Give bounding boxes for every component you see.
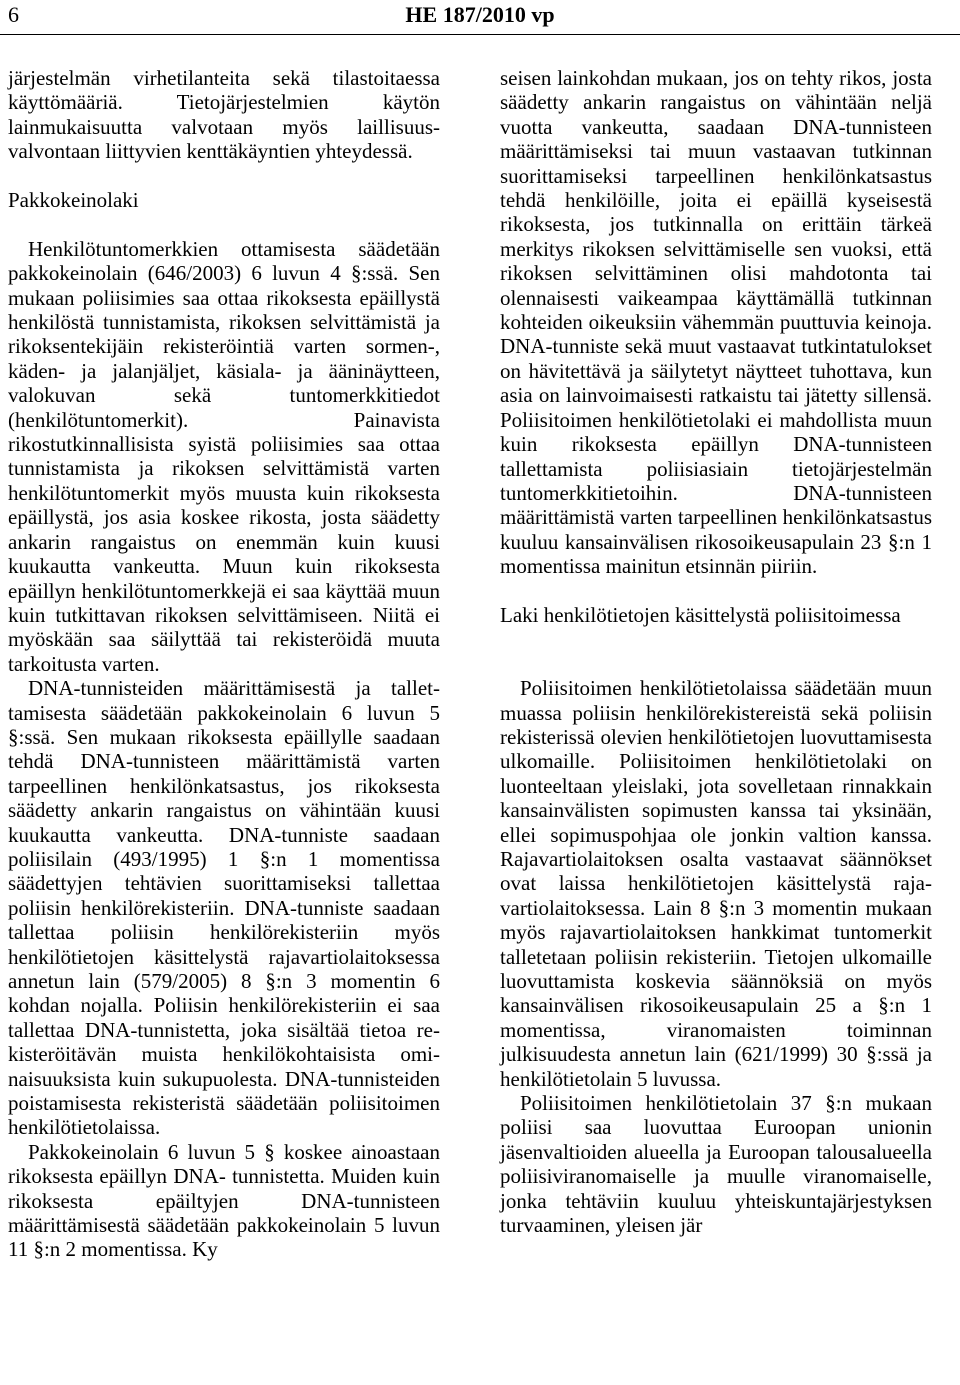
paragraph: DNA-tunnisteiden määrittämisestä ja tallettamisesta säädetään pakkokeinolain 6 luvun 5 §:ssä. Sen mukaan rikoksesta epäillylle saadaan tehdä DNA-tunnisteen määrittämistä varten tarpeellinen henkilönkatsastus, jos rikoksesta säädetty ankarin rangaistus on vähintään kuusi kuukautta vankeutta. DNA-tunniste saadaan poliisilain (493/1995) 1 §:n 1 momentissa säädettyjen tehtävien suorittamiseksi tallettaa poliisin henkilörekisteriin. DNA-tunniste saadaan tallettaa poliisin henkilörekisteriin myös henkilötietojen käsittelystä rajavartiolaitoksessa annetun lain (579/2005) 8 §:n 3 momentin 6 kohdan nojalla. Poliisin henkilörekisteriin ei saa tallettaa DNA-tunnistetta, joka sisältää tietoa rekisteröitävän muista henkilökohtaisista ominaisuuksista kuin sukupuolesta. DNA-tunnisteiden poistamisesta rekisteristä säädetään poliisitoimen henkilötietolaissa. bbox=[8, 676, 440, 1140]
left-column bbox=[8, 66, 440, 1262]
section-heading: Laki henkilötietojen käsittelystä poliisitoimessa bbox=[500, 602, 901, 627]
section-heading: Pakkokeinolaki bbox=[8, 188, 139, 213]
paragraph: Pakkokeinolain 6 luvun 5 § koskee ainoastaan rikoksesta epäillyn DNA- tunnistetta. Muiden kuin rikoksesta epäiltyjen DNA-tunnisteen määrittämisestä säädetään pakkokeinolain 5 luvun 11 §:n 2 momentissa. Ky bbox=[8, 1139, 440, 1262]
paragraph: järjestelmän virhetilanteita sekä tilastoitaessa käyttömääriä. Tietojärjestelmien käytön lainmukaisuutta valvotaan myös laillisuusvalvontaan liittyvien kenttäkäyntien yhteydessä. bbox=[8, 66, 440, 164]
page-number: 6 bbox=[8, 2, 19, 27]
paragraph: Poliisitoimen henkilötietolain 37 §:n mukaan poliisi saa luovuttaa Euroopan unionin jäsenvaltioiden alueella ja Euroopan talousalueella poliisiviranomaiselle ja muulle viranomaiselle, jonka tehtäviin kuuluu yhteiskuntajärjestyksen turvaaminen, yleisen jär bbox=[500, 1091, 932, 1238]
header-divider bbox=[0, 34, 960, 35]
right-column bbox=[500, 66, 932, 1237]
paragraph: Poliisitoimen henkilötietolaissa säädetään muun muassa poliisin henkilörekistereistä sekä poliisin rekisterissä olevien henkilötietojen luovuttamisesta ulkomaille. Poliisitoimen henkilötietolaki on luonteeltaan yleislaki, jota sovelletaan rinnakkain kansainvälisten sopimusten kanssa tai yksinään, ellei sopimuspohjaa ole jonkin valtion kanssa. Rajavartiolaitoksen osalta vastaavat säännökset ovat laissa henkilötietojen käsittelystä rajavartiolaitoksessa. Lain 8 §:n 3 momentin mukaan myös rajavartiolaitoksen hankkimat tuntomerkit talletetaan poliisin rekisteriin. Tietojen ulkomaille luovuttamista koskevia säännöksiä on myös kansainvälisen rikosoikeusapulain 25 a §:n 1 momentissa, viranomaisten toiminnan julkisuudesta annetun lain (621/1999) 30 §:ssä ja henkilötietolain 5 luvussa. bbox=[500, 676, 932, 1091]
document-title: HE 187/2010 vp bbox=[405, 2, 555, 27]
paragraph: seisen lainkohdan mukaan, jos on tehty rikos, josta säädetty ankarin rangaistus on vähintään neljä vuotta vankeutta, saadaan DNA-tunnisteen määrittämiseksi tai muun vastaavan tutkinnan suorittamiseksi tarpeellinen henkilönkatsastus tehdä henkilöille, joita ei epäillä kyseisestä rikoksesta, jos tutkinnalla on erittäin tärkeä merkitys rikoksen selvittämiselle sen vuoksi, että rikoksen selvittäminen olisi mahdotonta tai olennaisesti vaikeampaa käyttämällä tutkinnan kohteiden oikeuksiin vähemmän puuttuvia keinoja. DNA-tunniste sekä muut vastaavat tutkintatulokset on hävitettävä ja säilytetyt näytteet tuhottava, kun asia on lainvoimaisesti ratkaistu tai jätetty sillensä. Poliisitoimen henkilötietolaki ei mahdollista muun kuin rikoksesta epäillyn DNA-tunnisteen tallettamista poliisiasiain tietojärjestelmän tuntomerkkitietoihin. DNA-tunnisteen määrittämistä varten tarpeellinen henkilönkatsastus kuuluu kansainvälisen rikosoikeusapulain 23 §:n 1 momentissa mainitun etsinnän piiriin. bbox=[500, 66, 932, 579]
paragraph: Henkilötuntomerkkien ottamisesta säädetään pakkokeinolain (646/2003) 6 luvun 4 §:ssä. Sen mukaan poliisimies saa ottaa rikoksesta epäillystä henkilöstä tunnistamista, rikoksen selvittämistä ja rikoksentekijäin rekisteröintiä varten sormen-, käden- ja jalanjäljet, käsiala- ja ääninäytteen, valokuvan sekä tuntomerkkitiedot (henkilötuntomerkit). Painavista rikostutkinnallisista syistä poliisimies saa ottaa tunnistamista ja rikoksen selvittämistä varten henkilötuntomerkit myös muusta kuin rikoksesta epäillystä, jos asia koskee rikosta, josta säädetty ankarin rangaistus on enemmän kuin kuusi kuukautta vankeutta. Muun kuin rikoksesta epäillyn henkilötuntomerkkejä ei saa käyttää muun kuin tutkittavan rikoksen selvittämiseen. Niitä ei myöskään saa säilyttää tai rekisteröidä muuta tarkoitusta varten. bbox=[8, 236, 440, 676]
